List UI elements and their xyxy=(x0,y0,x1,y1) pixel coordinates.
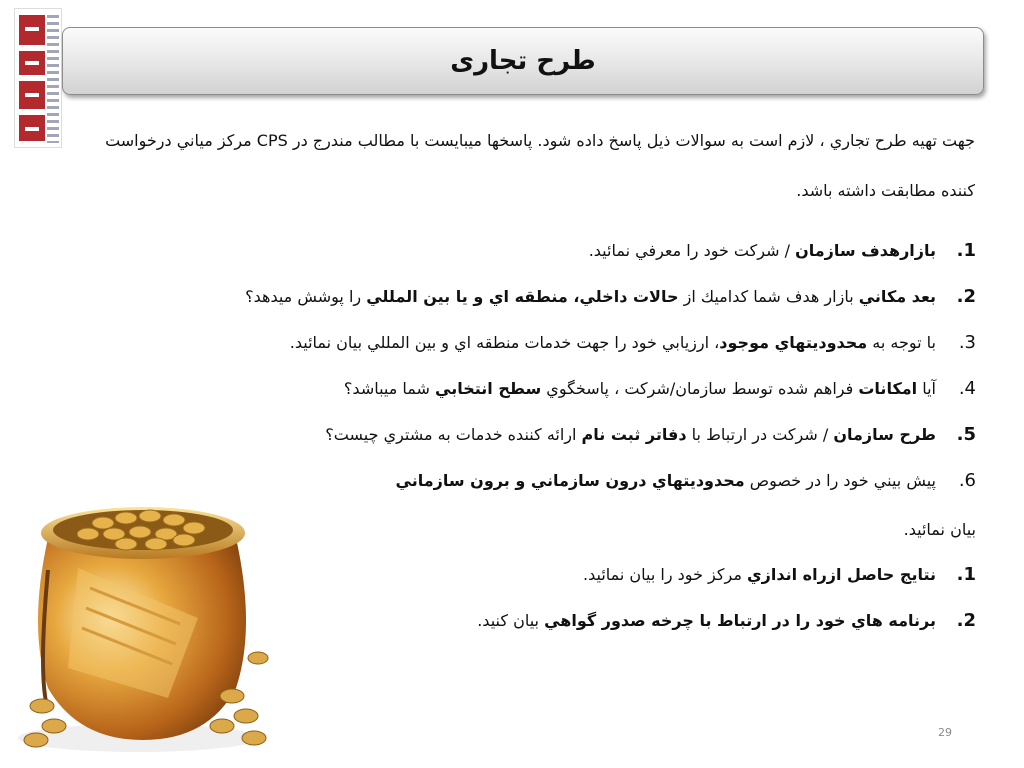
list-item-emphasis: محدوديتهاي درون سازماني و برون سازماني xyxy=(395,471,745,490)
list-item-number: 1. xyxy=(956,240,976,261)
list-item-text: بازار هدف شما كداميك از xyxy=(678,287,859,306)
list-item-number: 2. xyxy=(956,610,976,631)
list-item-text: / شركت در ارتباط با xyxy=(686,425,834,444)
list-item xyxy=(290,332,976,353)
title-banner xyxy=(62,27,984,95)
slide-title: طرح تجاری xyxy=(450,46,596,76)
list-item-emphasis: حالات داخلي، منطقه اي و يا بين المللي xyxy=(366,287,679,306)
list-item xyxy=(344,378,976,399)
gold-coin-pot-icon xyxy=(8,478,274,758)
continuation-text: بيان نمائيد. xyxy=(903,520,976,539)
list-item xyxy=(477,610,976,631)
list-item-text: مركز خود را بيان نمائيد. xyxy=(583,565,747,584)
list-item-text: ارائه كننده خدمات به مشتري چيست؟ xyxy=(325,425,582,444)
list-item-emphasis: سطح انتخابي xyxy=(435,379,542,398)
list-item-emphasis: بعد مكاني xyxy=(858,287,936,306)
list-item-text: فراهم شده توسط سازمان/شركت ، پاسخگوي xyxy=(541,379,859,398)
list-item-number: 1. xyxy=(956,564,976,585)
list-item-emphasis: طرح سازمان xyxy=(833,425,936,444)
list-item-number: 4. xyxy=(958,378,976,399)
list-item-text: / شركت خود را معرفي نمائيد. xyxy=(588,241,796,260)
list-item-number: 2. xyxy=(956,286,976,307)
list-item-emphasis: امكانات xyxy=(858,379,918,398)
intro-paragraph: جهت تهيه طرح تجاري ، لازم است به سوالات ذيل پاسخ داده شود. پاسخها ميبايست با مطالب مندرج در CPS مركز مياني درخواست كننده مطابقت داشته باشد. xyxy=(105,131,975,200)
list-item xyxy=(325,424,976,445)
list-item xyxy=(583,564,976,585)
list-item-number: 3. xyxy=(958,332,976,353)
list-item-emphasis: محدوديتهاي موجود xyxy=(719,333,868,352)
list-item-text: ، ارزيابي خود را جهت خدمات منطقه اي و بين المللي بيان نمائيد. xyxy=(289,333,720,352)
list-item-emphasis: برنامه هاي خود را در ارتباط با چرخه صدور گواهي xyxy=(544,611,936,630)
list-item-text: را پوشش ميدهد؟ xyxy=(245,287,367,306)
list-item xyxy=(589,240,976,261)
list-item-number: 6. xyxy=(958,470,976,491)
list-item xyxy=(396,470,976,491)
list-item xyxy=(245,286,976,307)
brand-logo-icon xyxy=(14,8,62,148)
list-item-text: پيش بيني خود را در خصوص xyxy=(744,471,936,490)
list-item-number: 5. xyxy=(956,424,976,445)
list-item-emphasis: بازارهدف سازمان xyxy=(795,241,936,260)
list-item-emphasis: دفاتر ثبت نام xyxy=(581,425,687,444)
list-item-text: با توجه به xyxy=(867,333,936,352)
list-item-text: بيان كنيد. xyxy=(477,611,545,630)
list-item-text: شما ميباشد؟ xyxy=(343,379,436,398)
list-item-text: آيا xyxy=(917,379,936,398)
list-item-emphasis: نتايج حاصل ازراه اندازي xyxy=(746,565,936,584)
page-number: 29 xyxy=(938,726,952,739)
